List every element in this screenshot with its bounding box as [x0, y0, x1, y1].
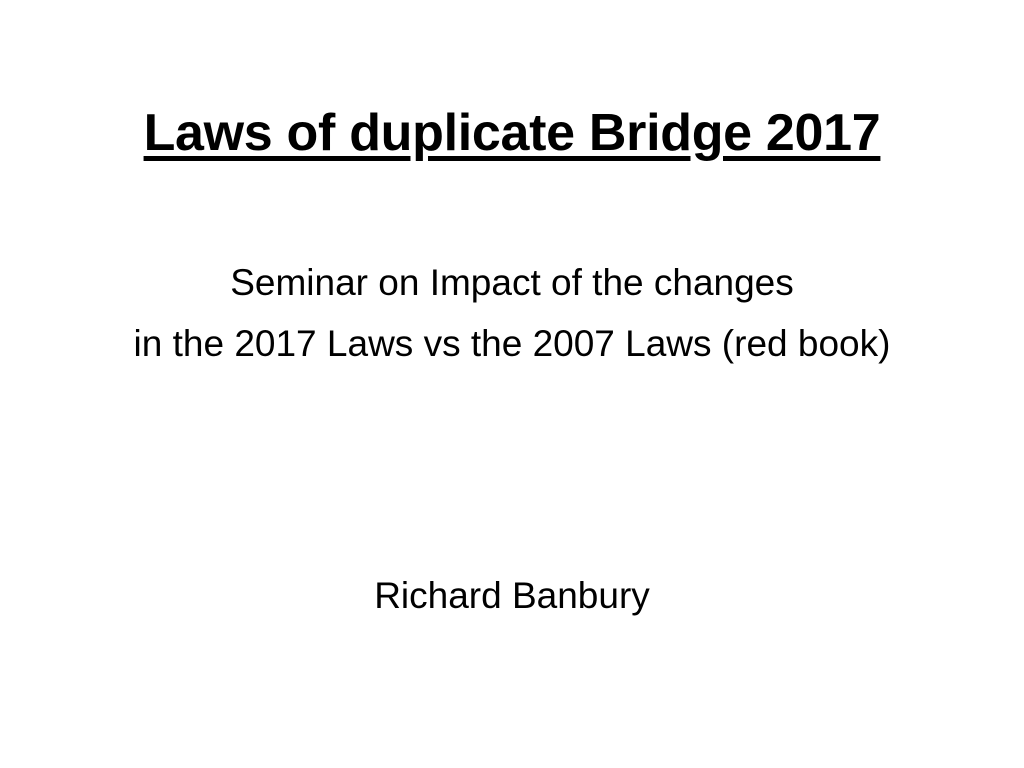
subtitle-line-1: Seminar on Impact of the changes [230, 262, 794, 303]
slide-author-container [0, 574, 1024, 618]
subtitle-line-2: in the 2017 Laws vs the 2007 Laws (red book) [133, 323, 891, 365]
page-title: Laws of duplicate Bridge 2017 [143, 104, 881, 162]
author-name: Richard Banbury [374, 575, 650, 616]
slide-subtitle-container [0, 252, 1024, 374]
slide-title-container [0, 104, 1024, 164]
